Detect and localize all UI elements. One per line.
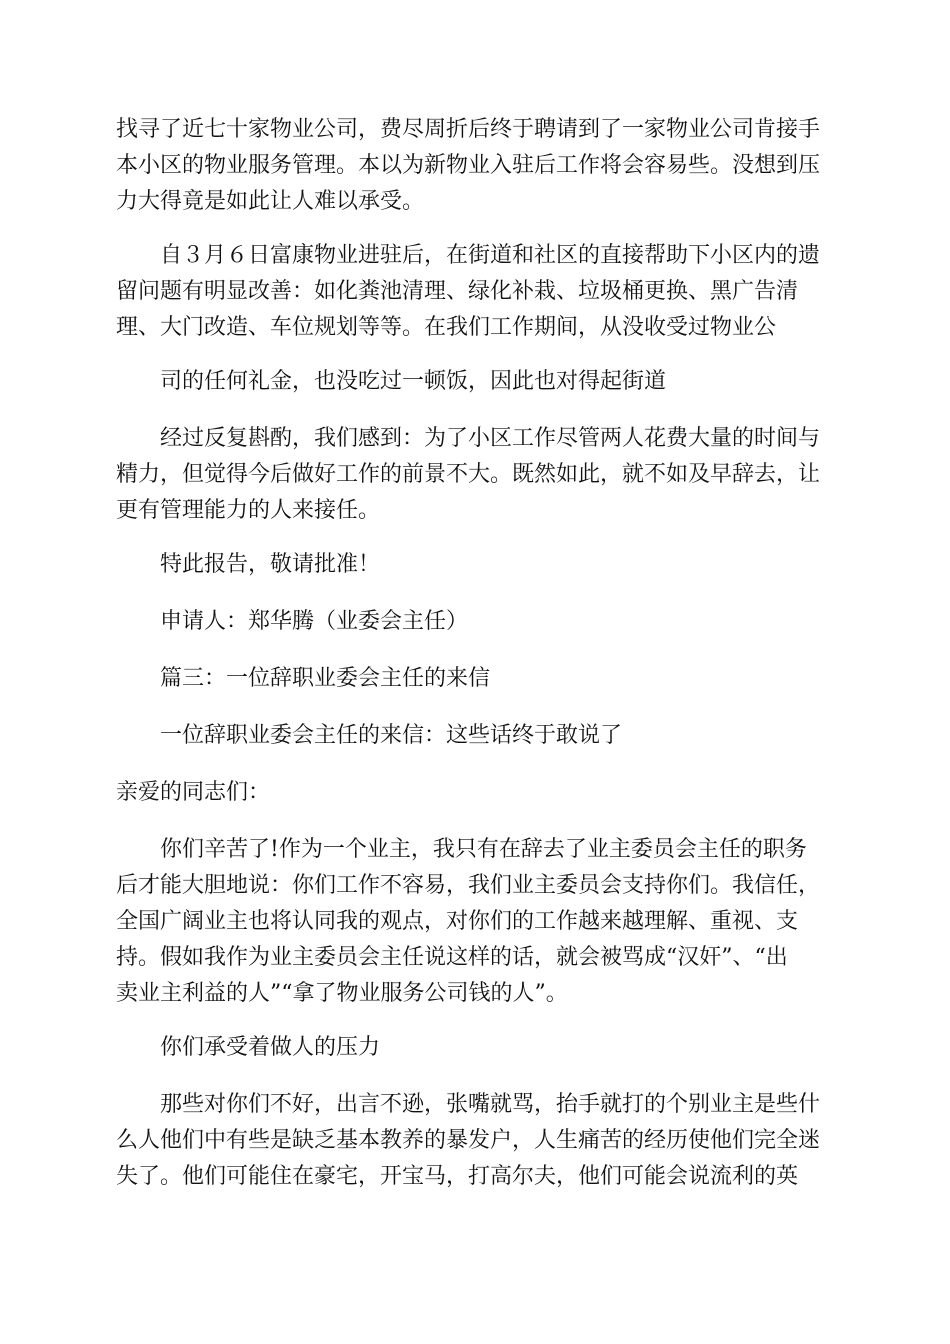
text-line: 更有管理能力的人来接任。 [116, 498, 381, 523]
paragraph-rude-owners [116, 1087, 836, 1195]
text-line: 你们辛苦了!作为一个业主，我只有在辞去了业主委员会主任的职务 [160, 837, 807, 862]
text-line: 全国广阔业主也将认同我的观点，对你们的工作越来越理解、重视、支 [116, 909, 799, 934]
text-line: 力大得竟是如此让人难以承受。 [116, 189, 425, 214]
closing-request: 特此报告，敬请批准！ [160, 552, 381, 577]
text-line: 后才能大胆地说：你们工作不容易，我们业主委员会支持你们。我信任， [116, 873, 821, 898]
applicant-signature: 申请人：郑华腾（业委会主任） [160, 609, 469, 634]
text-line: 精力，但觉得今后做好工作的前景不大。既然如此，就不如及早辞去，让 [116, 462, 821, 487]
document-body [116, 112, 836, 1195]
text-line: 持。假如我作为业主委员会主任说这样的话，就会被骂成“汉奸”、“出 [116, 945, 788, 970]
paragraph-property-search [116, 112, 836, 220]
text-line: 找寻了近七十家物业公司，费尽周折后终于聘请到了一家物业公司肯接手 [116, 117, 821, 142]
text-line: 留问题有明显改善：如化粪池清理、绿化补栽、垃圾桶更换、黑广告清 [116, 279, 799, 304]
text-line: 自３月６日富康物业进驻后，在街道和社区的直接帮助下小区内的遗 [160, 243, 821, 268]
letter-salutation: 亲爱的同志们： [116, 780, 271, 805]
text-line: 么人他们中有些是缺乏基本教养的暴发户，人生痛苦的经历使他们完全迷 [116, 1128, 821, 1153]
text-line: 失了。他们可能住在豪宅，开宝马，打高尔夫，他们可能会说流利的英 [116, 1164, 799, 1189]
subheading-pressure: 你们承受着做人的压力 [160, 1035, 381, 1060]
text-line: 卖业主利益的人”“拿了物业服务公司钱的人”。 [116, 981, 568, 1006]
section-heading: 篇三：一位辞职业委会主任的来信 [160, 666, 491, 691]
paragraph-letter-opening [116, 832, 836, 1012]
paragraph-decision [116, 421, 836, 529]
text-line: 理、大门改造、车位规划等等。在我们工作期间，从没收受过物业公 [116, 315, 777, 340]
text-line: 经过反复斟酌，我们感到：为了小区工作尽管两人花费大量的时间与 [160, 426, 821, 451]
letter-title: 一位辞职业委会主任的来信：这些话终于敢说了 [160, 723, 623, 748]
text-line: 本小区的物业服务管理。本以为新物业入驻后工作将会容易些。没想到压 [116, 153, 821, 178]
text-line: 那些对你们不好，出言不逊，张嘴就骂，抬手就打的个别业主是些什 [160, 1092, 821, 1117]
paragraph-no-gifts: 司的任何礼金，也没吃过一顿饭，因此也对得起街道 [160, 369, 667, 394]
paragraph-improvements [116, 238, 836, 346]
